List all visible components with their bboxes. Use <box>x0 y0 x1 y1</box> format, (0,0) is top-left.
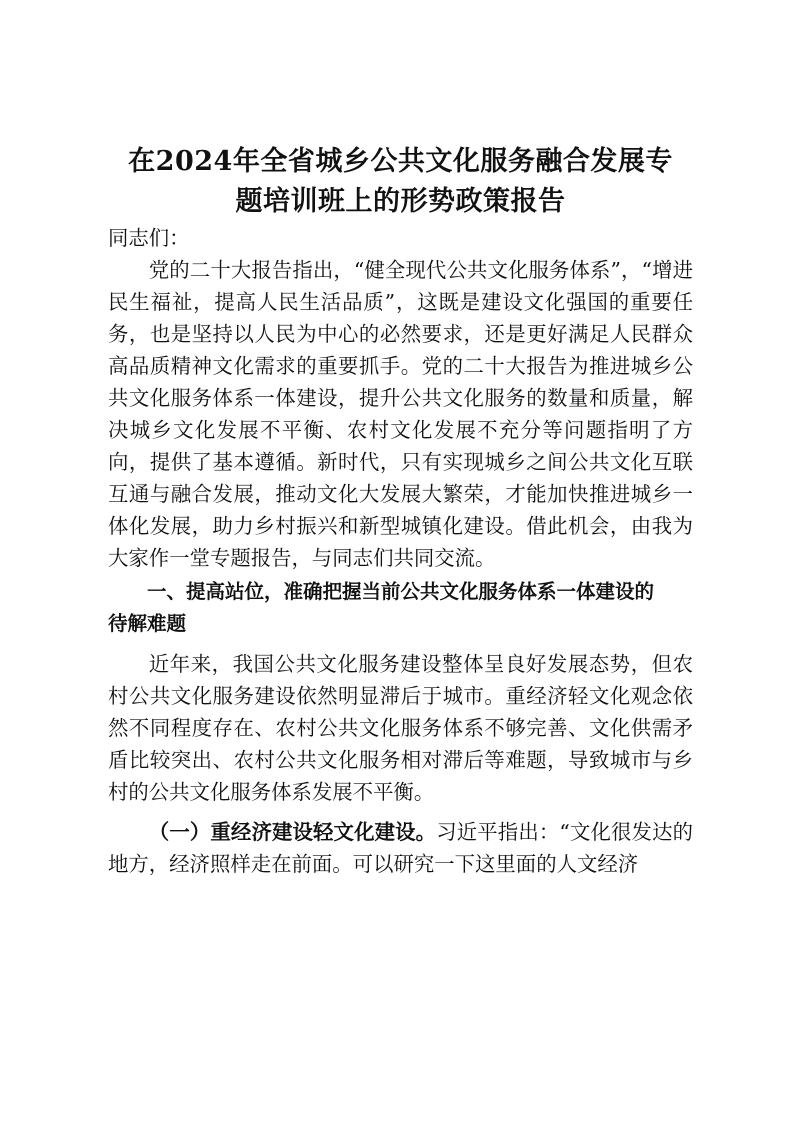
section-heading-1-line-1: 一、提高站位，准确把握当前公共文化服务体系一体建设的 <box>147 580 655 603</box>
paragraph-intro: 党的二十大报告指出，“健全现代公共文化服务体系”，“增进民生福祉，提高人民生活品质”，这既是建设文化强国的重要任务，也是坚持以人民为中心的必然要求，还是更好满足人民群众高品质精神文化需求的重要抓手。党的二十大报告为推进城乡公共文化服务体系一体建设，提升公共文化服务的数量和质量，解决城乡文化发展不平衡、农村文化发展不充分等问题指明了方向，提供了基本遵循。新时代，只有实现城乡之间公共文化互联互通与融合发展，推动文化大发展大繁荣，才能加快推进城乡一体化发展，助力乡村振兴和新型城镇化建设。借此机会，由我为大家作一堂专题报告，与同志们共同交流。 <box>108 258 693 570</box>
subsection-1-heading: （一）重经济建设轻文化建设。 <box>148 820 437 844</box>
paragraph-section-1: 近年来，我国公共文化服务建设整体呈良好发展态势，但农村公共文化服务建设依然明显滞后于城市。重经济轻文化观念依然不同程度存在、农村公共文化服务体系不够完善、文化供需矛盾比较突出、农村公共文化服务相对滞后等难题，导致城市与乡村的公共文化服务体系发展不平衡。 <box>108 652 693 804</box>
subsection-1-text: 习近平指出：“文化很发达的地方，经济照样走在前面。可以研究一下这里面的人文经济 <box>108 820 693 876</box>
section-heading-1 <box>108 576 693 640</box>
title-line-2: 题培训班上的形势政策报告 <box>235 186 566 217</box>
section-heading-1-line-2: 待解难题 <box>108 612 187 635</box>
document-content <box>108 142 693 880</box>
title-line-1: 在2024年全省城乡公共文化服务融合发展专 <box>128 146 673 177</box>
salutation: 同志们： <box>108 226 190 250</box>
document-title <box>108 142 693 222</box>
paragraph-subsection-1 <box>108 816 693 880</box>
